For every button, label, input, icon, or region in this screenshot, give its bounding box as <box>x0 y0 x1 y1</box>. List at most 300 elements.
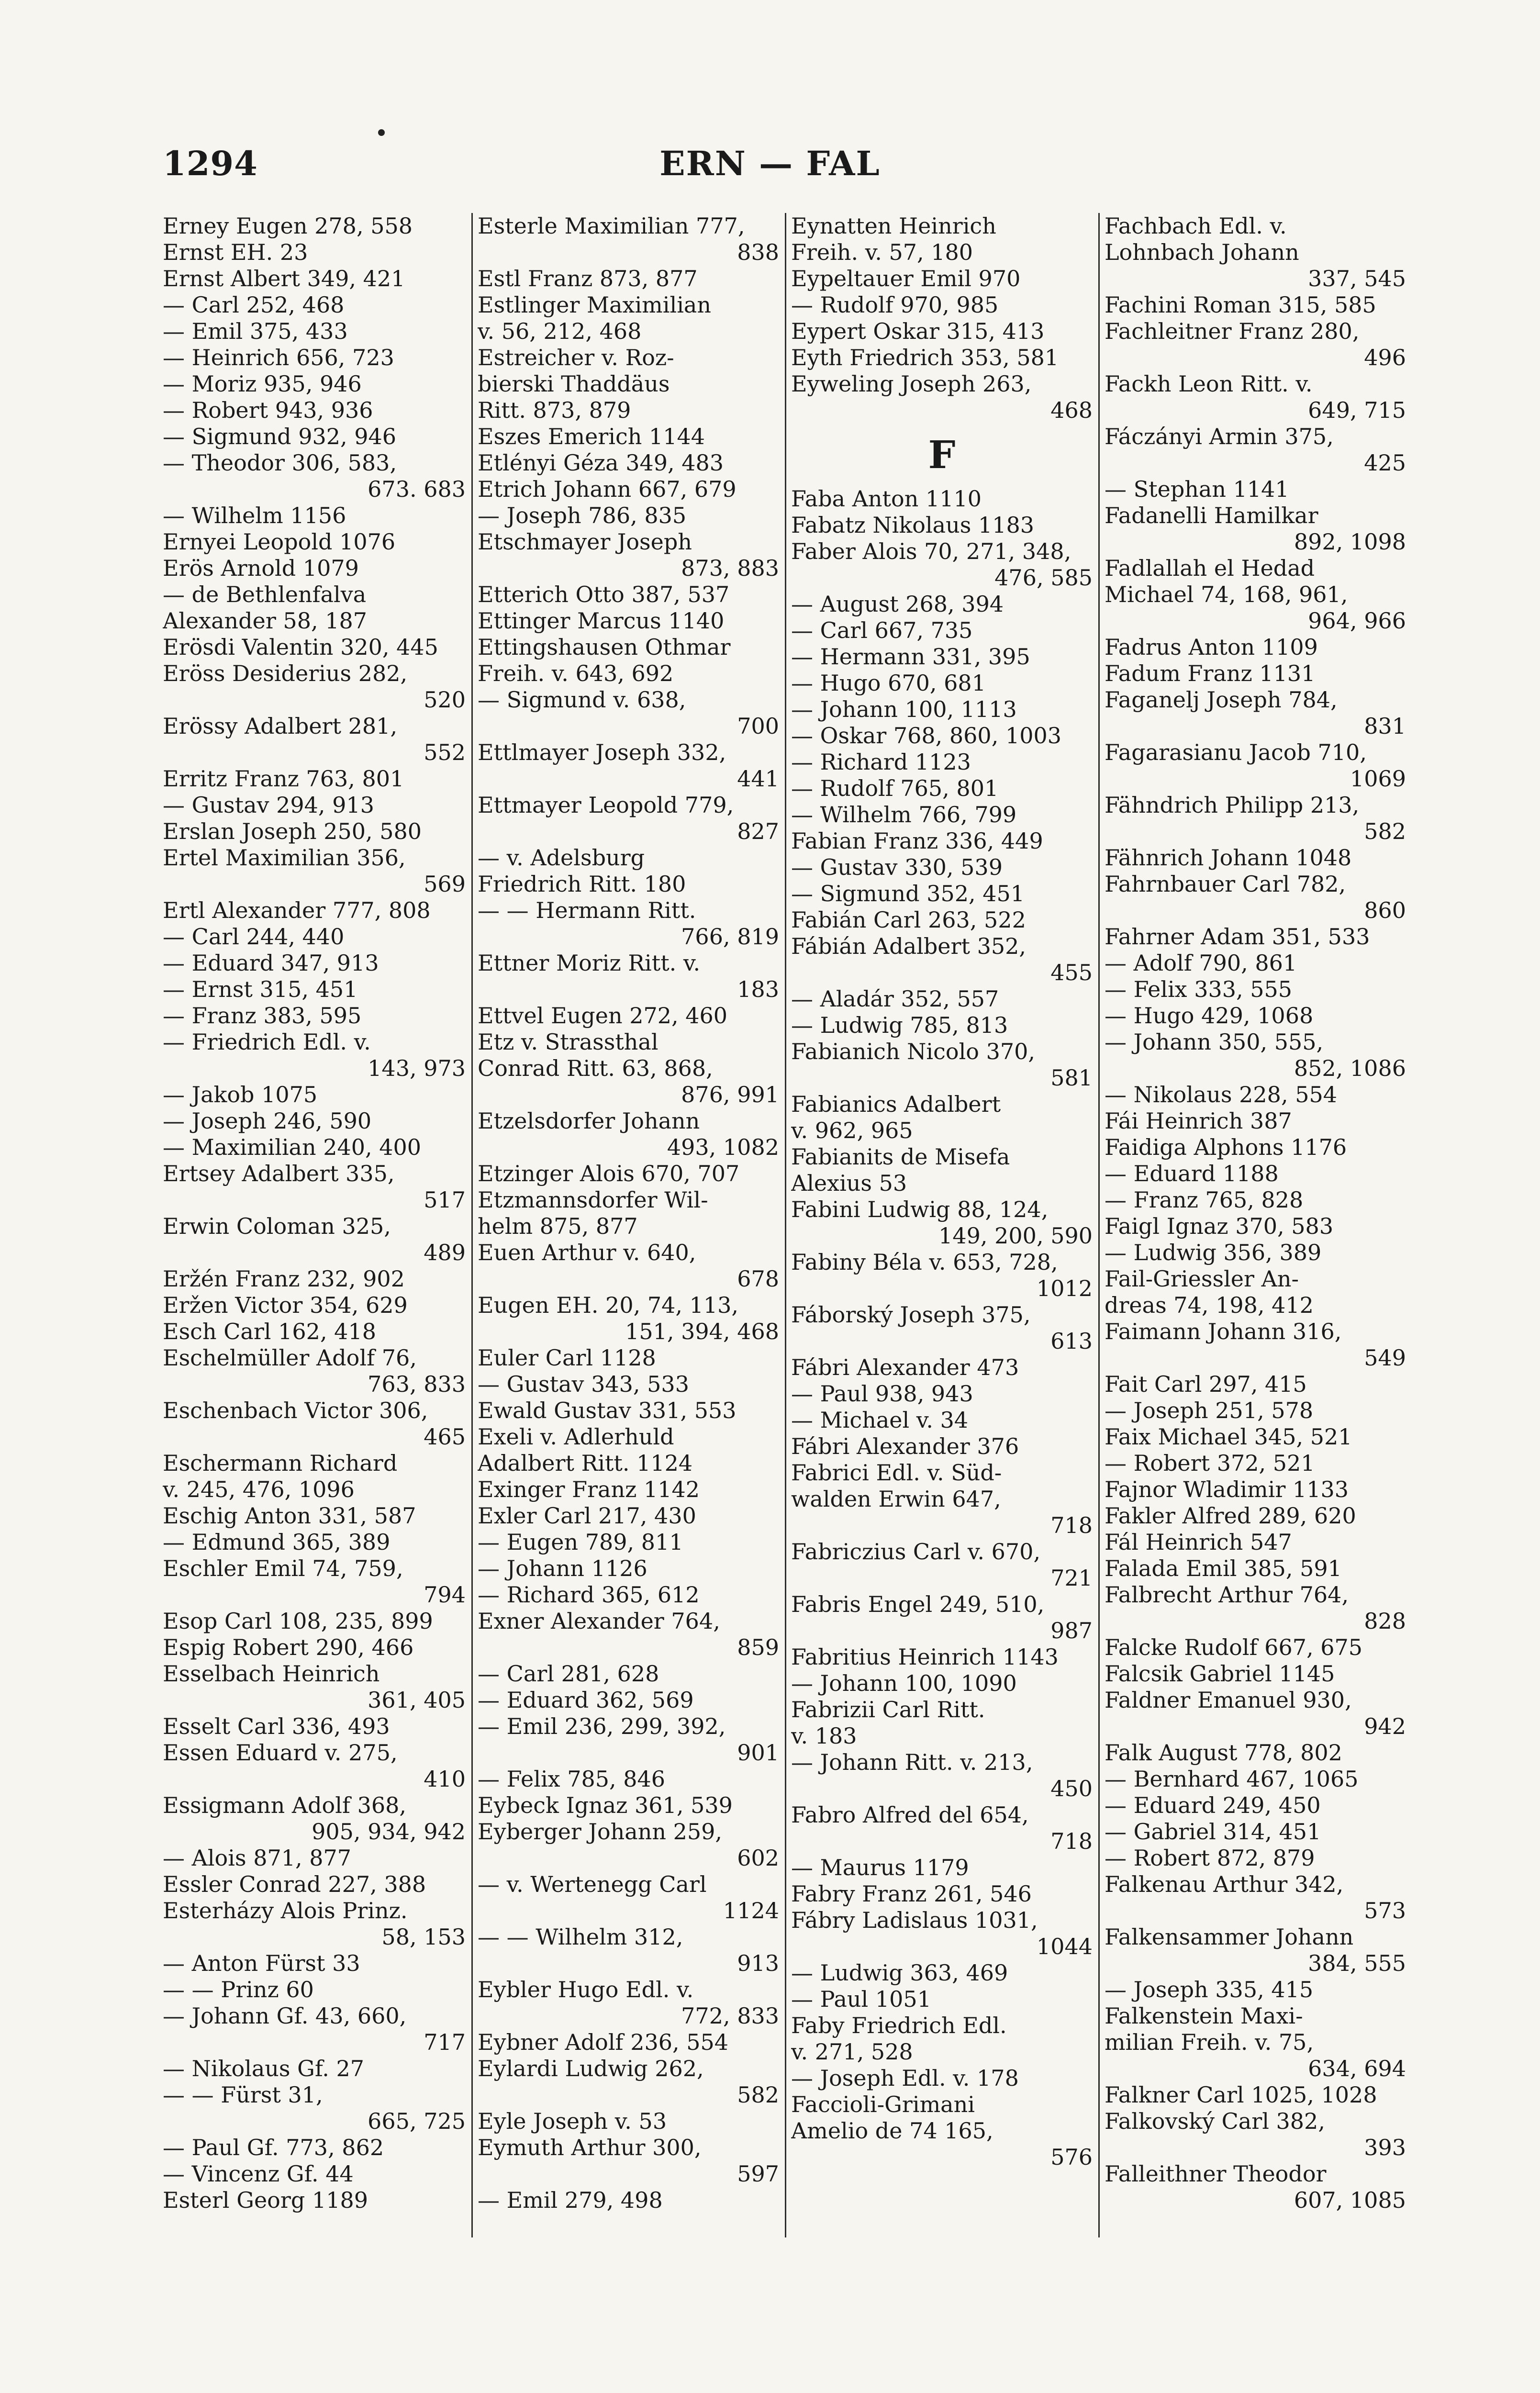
index-entry: Erössy Adalbert 281, <box>163 713 398 739</box>
index-entry: Faix Michael 345, 521 <box>1105 1424 1352 1450</box>
index-entry: Fähndrich Philipp 213, <box>1105 792 1360 818</box>
index-entry: Fabiny Béla v. 653, 728, <box>791 1249 1058 1275</box>
index-entry: Etterich Otto 387, 537 <box>478 581 730 607</box>
index-entry: 852, 1086 <box>1294 1055 1406 1081</box>
index-entry: Esselt Carl 336, 493 <box>163 1713 390 1739</box>
index-entry: 700 <box>737 713 779 739</box>
index-entry: v. 56, 212, 468 <box>478 318 642 344</box>
index-entry: — Gustav 330, 539 <box>791 854 1003 880</box>
index-entry: Faldner Emanuel 930, <box>1105 1687 1352 1713</box>
index-entry: — Ludwig 785, 813 <box>791 1012 1008 1038</box>
index-entry: Fadanelli Hamilkar <box>1105 503 1318 528</box>
index-entry: 489 <box>424 1240 466 1265</box>
index-entry: Eybeck Ignaz 361, 539 <box>478 1792 733 1818</box>
index-entry: Falcsik Gabriel 1145 <box>1105 1661 1335 1687</box>
index-entry: 569 <box>424 871 466 897</box>
index-entry: — Michael v. 34 <box>791 1407 969 1433</box>
index-column-3 <box>785 213 1098 2237</box>
index-entry: Eybler Hugo Edl. v. <box>478 1977 694 2002</box>
index-entry: — Joseph 246, 590 <box>163 1108 372 1134</box>
section-letter: F <box>928 432 956 477</box>
index-entry: — Ludwig 363, 469 <box>791 1960 1008 1986</box>
ink-dot <box>378 129 385 136</box>
index-entry: — Maximilian 240, 400 <box>163 1134 422 1160</box>
index-entry: Adalbert Ritt. 1124 <box>478 1450 693 1476</box>
index-entry: Ettner Moriz Ritt. v. <box>478 950 701 976</box>
index-entry: 892, 1098 <box>1294 529 1406 555</box>
index-entry: — Ernst 315, 451 <box>163 976 358 1002</box>
index-entry: Essen Eduard v. 275, <box>163 1740 398 1766</box>
index-entry: Fachbach Edl. v. <box>1105 213 1287 239</box>
index-entry: Etrich Johann 667, 679 <box>478 476 737 502</box>
index-entry: Fajnor Wladimir 1133 <box>1105 1476 1349 1502</box>
index-entry: 1069 <box>1350 766 1406 792</box>
index-entry: Ettmayer Leopold 779, <box>478 792 734 818</box>
index-entry: — Emil 375, 433 <box>163 318 348 344</box>
index-entry: — Carl 244, 440 <box>163 924 345 950</box>
index-entry: — Paul Gf. 773, 862 <box>163 2135 384 2160</box>
index-entry: 151, 394, 468 <box>625 1319 779 1344</box>
index-entry: — Bernhard 467, 1065 <box>1105 1766 1359 1792</box>
index-entry: Fáczányi Armin 375, <box>1105 424 1334 449</box>
index-entry: Esop Carl 108, 235, 899 <box>163 1608 433 1634</box>
index-entry: — Carl 281, 628 <box>478 1661 659 1687</box>
index-entry: — Johann Ritt. v. 213, <box>791 1749 1033 1775</box>
index-entry: Fabian Franz 336, 449 <box>791 828 1043 854</box>
index-entry: Esterle Maximilian 777, <box>478 213 745 239</box>
index-entry: Fabianics Adalbert <box>791 1091 1001 1117</box>
index-entry: Falkovský Carl 382, <box>1105 2108 1325 2134</box>
index-entry: Etlényi Géza 349, 483 <box>478 450 724 476</box>
index-entry: — Rudolf 970, 985 <box>791 292 999 318</box>
index-entry: — Heinrich 656, 723 <box>163 345 394 370</box>
index-entry: v. 962, 965 <box>791 1118 913 1143</box>
index-entry: — Paul 938, 943 <box>791 1381 973 1407</box>
index-entry: Freih. v. 57, 180 <box>791 239 973 265</box>
index-entry: Fabini Ludwig 88, 124, <box>791 1196 1049 1222</box>
index-entry: 337, 545 <box>1308 266 1406 291</box>
index-entry: — Johann 100, 1090 <box>791 1670 1017 1696</box>
index-entry: Ritt. 873, 879 <box>478 397 631 423</box>
index-entry: — Sigmund 932, 946 <box>163 424 397 449</box>
index-entry: — Johann 1126 <box>478 1555 647 1581</box>
index-entry: Faba Anton 1110 <box>791 486 982 512</box>
index-entry: Estl Franz 873, 877 <box>478 266 698 291</box>
index-entry: 607, 1085 <box>1294 2187 1406 2213</box>
index-entry: Amelio de 74 165, <box>791 2118 993 2144</box>
index-entry: Etschmayer Joseph <box>478 529 692 555</box>
index-entry: Ettlmayer Joseph 332, <box>478 739 726 765</box>
index-entry: Fabry Franz 261, 546 <box>791 1881 1032 1907</box>
index-entry: Esch Carl 162, 418 <box>163 1319 376 1344</box>
index-entry: Eypeltauer Emil 970 <box>791 266 1021 291</box>
index-entry: 143, 973 <box>368 1055 466 1081</box>
index-entry: Alexander 58, 187 <box>163 608 368 634</box>
index-entry: Fáborský Joseph 375, <box>791 1302 1031 1328</box>
index-entry: — Edmund 365, 389 <box>163 1529 391 1555</box>
index-entry: Fabián Carl 263, 522 <box>791 907 1026 933</box>
index-entry: 905, 934, 942 <box>312 1819 466 1845</box>
page-number: 1294 <box>163 144 258 183</box>
index-entry: 678 <box>737 1266 779 1292</box>
index-entry: — Stephan 1141 <box>1105 476 1289 502</box>
index-entry: — Eduard 1188 <box>1105 1161 1279 1186</box>
index-entry: Euler Carl 1128 <box>478 1345 656 1371</box>
index-entry: 649, 715 <box>1308 397 1406 423</box>
index-entry: Fadum Franz 1131 <box>1105 660 1316 686</box>
index-entry: Eschler Emil 74, 759, <box>163 1555 403 1581</box>
index-entry: — Carl 252, 468 <box>163 292 345 318</box>
index-entry: 718 <box>1050 1828 1093 1854</box>
index-entry: Etzelsdorfer Johann <box>478 1108 700 1134</box>
index-entry: — Theodor 306, 583, <box>163 450 397 476</box>
index-entry: 721 <box>1050 1565 1093 1591</box>
index-entry: 465 <box>424 1424 466 1450</box>
index-entry: Ettingshausen Othmar <box>478 634 731 660</box>
index-entry: Etz v. Strassthal <box>478 1029 658 1055</box>
index-entry: — Jakob 1075 <box>163 1082 318 1107</box>
index-entry: 634, 694 <box>1308 2056 1406 2081</box>
index-entry: bierski Thaddäus <box>478 371 670 397</box>
index-entry: Falkenau Arthur 342, <box>1105 1871 1344 1897</box>
index-entry: 763, 833 <box>368 1371 466 1397</box>
index-entry: Falkenstein Maxi- <box>1105 2003 1303 2029</box>
index-entry: Eszes Emerich 1144 <box>478 424 705 449</box>
index-entry: Esterházy Alois Prinz. <box>163 1898 408 1923</box>
index-entry: milian Freih. v. 75, <box>1105 2029 1314 2055</box>
index-entry: Estlinger Maximilian <box>478 292 711 318</box>
index-entry: Ernst EH. 23 <box>163 239 308 265</box>
index-entry: — Robert 943, 936 <box>163 397 373 423</box>
index-entry: Falleithner Theodor <box>1105 2161 1327 2187</box>
index-entry: — Joseph 786, 835 <box>478 503 687 528</box>
index-entry: — Emil 279, 498 <box>478 2187 663 2213</box>
index-entry: — Ludwig 356, 389 <box>1105 1240 1322 1265</box>
index-entry: Eržén Franz 232, 902 <box>163 1266 405 1292</box>
index-entry: 573 <box>1364 1898 1406 1923</box>
index-entry: — Felix 333, 555 <box>1105 976 1293 1002</box>
index-entry: 520 <box>424 687 466 713</box>
index-entry: — Rudolf 765, 801 <box>791 775 999 801</box>
index-entry: Etzmannsdorfer Wil- <box>478 1187 708 1213</box>
index-entry: Exeli v. Adlerhuld <box>478 1424 674 1450</box>
index-entry: Fabianich Nicolo 370, <box>791 1039 1036 1064</box>
index-entry: Michael 74, 168, 961, <box>1105 581 1348 607</box>
index-entry: — Alois 871, 877 <box>163 1845 352 1871</box>
index-entry: 831 <box>1364 713 1406 739</box>
index-entry: — Eduard 347, 913 <box>163 950 379 976</box>
index-entry: Eschenbach Victor 306, <box>163 1398 428 1423</box>
index-entry: — Paul 1051 <box>791 1986 931 2012</box>
index-entry: 964, 966 <box>1308 608 1406 634</box>
index-entry: 410 <box>424 1766 466 1792</box>
index-entry: — de Bethlenfalva <box>163 581 367 607</box>
index-entry: Conrad Ritt. 63, 868, <box>478 1055 713 1081</box>
index-entry: — Emil 236, 299, 392, <box>478 1713 726 1739</box>
index-entry: — Richard 365, 612 <box>478 1582 700 1608</box>
index-entry: — Sigmund 352, 451 <box>791 881 1025 906</box>
index-columns <box>158 213 1412 2237</box>
index-entry: Exler Carl 217, 430 <box>478 1503 696 1529</box>
index-entry: Friedrich Ritt. 180 <box>478 871 686 897</box>
index-column-1 <box>158 213 471 2237</box>
index-entry: Eyth Friedrich 353, 581 <box>791 345 1059 370</box>
index-entry: 361, 405 <box>368 1687 466 1713</box>
index-entry: 441 <box>737 766 779 792</box>
index-entry: 455 <box>1050 960 1093 985</box>
index-entry: 552 <box>424 739 466 765</box>
index-entry: Freih. v. 643, 692 <box>478 660 674 686</box>
index-entry: 673. 683 <box>368 476 466 502</box>
index-entry: 913 <box>737 1950 779 1976</box>
page-title: ERN — FAL <box>659 144 881 183</box>
index-entry: Faigl Ignaz 370, 583 <box>1105 1213 1334 1239</box>
index-entry: 582 <box>1364 818 1406 844</box>
index-entry: Faby Friedrich Edl. <box>791 2013 1007 2038</box>
index-entry: Fackh Leon Ritt. v. <box>1105 371 1313 397</box>
index-entry: — Hugo 670, 681 <box>791 670 986 696</box>
index-entry: — Vincenz Gf. 44 <box>163 2161 354 2187</box>
index-entry: — Hermann 331, 395 <box>791 644 1030 670</box>
index-entry: Fabianits de Misefa <box>791 1144 1010 1170</box>
index-entry: — Robert 372, 521 <box>1105 1450 1315 1476</box>
index-entry: Ewald Gustav 331, 553 <box>478 1398 737 1423</box>
index-entry: Exner Alexander 764, <box>478 1608 720 1634</box>
index-entry: Fabris Engel 249, 510, <box>791 1591 1045 1617</box>
index-entry: Exinger Franz 1142 <box>478 1476 700 1502</box>
index-entry: 393 <box>1364 2135 1406 2160</box>
index-entry: 597 <box>737 2161 779 2187</box>
index-entry: — Aladár 352, 557 <box>791 986 999 1012</box>
index-entry: Eschermann Richard <box>163 1450 398 1476</box>
index-entry: Eynatten Heinrich <box>791 213 996 239</box>
index-entry: helm 875, 877 <box>478 1213 638 1239</box>
index-entry: — Johann Gf. 43, 660, <box>163 2003 407 2029</box>
index-entry: — Wilhelm 1156 <box>163 503 346 528</box>
index-entry: 838 <box>737 239 779 265</box>
index-entry: 425 <box>1364 450 1406 476</box>
index-entry: 476, 585 <box>994 565 1093 591</box>
index-entry: 384, 555 <box>1308 1950 1406 1976</box>
index-entry: Lohnbach Johann <box>1105 239 1299 265</box>
index-entry: 766, 819 <box>681 924 779 950</box>
index-entry: Erwin Coloman 325, <box>163 1213 391 1239</box>
index-entry: Eschig Anton 331, 587 <box>163 1503 416 1529</box>
index-entry: Falkner Carl 1025, 1028 <box>1105 2082 1377 2108</box>
index-entry: Fait Carl 297, 415 <box>1105 1371 1307 1397</box>
index-entry: 149, 200, 590 <box>938 1223 1093 1249</box>
index-entry: v. 271, 528 <box>791 2039 913 2065</box>
index-entry: — Wilhelm 766, 799 <box>791 802 1017 827</box>
index-column-4 <box>1098 213 1412 2237</box>
index-entry: Eugen EH. 20, 74, 113, <box>478 1292 739 1318</box>
index-entry: — Joseph 251, 578 <box>1105 1398 1314 1423</box>
index-entry: Fabritius Heinrich 1143 <box>791 1644 1059 1670</box>
index-entry: 772, 833 <box>681 2003 779 2029</box>
index-entry: — — Prinz 60 <box>163 1977 314 2002</box>
index-entry: — Franz 383, 595 <box>163 1003 362 1029</box>
index-entry: Ertsey Adalbert 335, <box>163 1161 395 1186</box>
index-entry: 549 <box>1364 1345 1406 1371</box>
index-entry: 517 <box>424 1187 466 1213</box>
index-entry: Ettvel Eugen 272, 460 <box>478 1003 728 1029</box>
index-entry: Ertel Maximilian 356, <box>163 845 406 871</box>
index-entry: — Johann 100, 1113 <box>791 696 1017 722</box>
index-entry: — Gabriel 314, 451 <box>1105 1819 1321 1845</box>
index-entry: Falada Emil 385, 591 <box>1105 1555 1342 1581</box>
index-entry: 450 <box>1050 1776 1093 1801</box>
index-entry: Ertl Alexander 777, 808 <box>163 897 431 923</box>
index-entry: — Eduard 362, 569 <box>478 1687 694 1713</box>
index-entry: — Eduard 249, 450 <box>1105 1792 1321 1818</box>
index-entry: 1044 <box>1036 1934 1093 1959</box>
index-entry: 613 <box>1050 1328 1093 1354</box>
index-entry: Ernst Albert 349, 421 <box>163 266 405 291</box>
index-entry: Faimann Johann 316, <box>1105 1319 1342 1344</box>
index-entry: — — Hermann Ritt. <box>478 897 696 923</box>
index-entry: — Franz 765, 828 <box>1105 1187 1304 1213</box>
index-entry: — — Fürst 31, <box>163 2082 323 2108</box>
index-entry: Faccioli-Grimani <box>791 2091 975 2117</box>
index-entry: Eschelmüller Adolf 76, <box>163 1345 417 1371</box>
index-entry: 183 <box>737 976 779 1002</box>
index-entry: 493, 1082 <box>667 1134 779 1160</box>
index-entry: 873, 883 <box>681 555 779 581</box>
index-entry: Erritz Franz 763, 801 <box>163 766 404 792</box>
index-entry: — — Wilhelm 312, <box>478 1924 683 1950</box>
index-entry: — Hugo 429, 1068 <box>1105 1003 1314 1029</box>
index-entry: Eylardi Ludwig 262, <box>478 2056 704 2081</box>
index-entry: v. 245, 476, 1096 <box>163 1476 355 1502</box>
index-entry: Fagarasianu Jacob 710, <box>1105 739 1367 765</box>
index-entry: — Carl 667, 735 <box>791 617 973 643</box>
index-entry: Fál Heinrich 547 <box>1105 1529 1292 1555</box>
index-entry: — Johann 350, 555, <box>1105 1029 1324 1055</box>
index-entry: 827 <box>737 818 779 844</box>
index-entry: Espig Robert 290, 466 <box>163 1634 414 1660</box>
index-entry: 582 <box>737 2082 779 2108</box>
index-entry: Eržen Victor 354, 629 <box>163 1292 408 1318</box>
index-entry: Erslan Joseph 250, 580 <box>163 818 422 844</box>
index-entry: walden Erwin 647, <box>791 1486 1001 1512</box>
index-entry: — Anton Fürst 33 <box>163 1950 360 1976</box>
index-entry: Fabriczius Carl v. 670, <box>791 1539 1041 1565</box>
index-entry: Fábry Ladislaus 1031, <box>791 1907 1038 1933</box>
index-entry: Fakler Alfred 289, 620 <box>1105 1503 1356 1529</box>
index-entry: Falcke Rudolf 667, 675 <box>1105 1634 1363 1660</box>
index-entry: 581 <box>1050 1065 1093 1091</box>
index-entry: Fái Heinrich 387 <box>1105 1108 1292 1134</box>
index-entry: — Oskar 768, 860, 1003 <box>791 723 1062 749</box>
index-entry: dreas 74, 198, 412 <box>1105 1292 1314 1318</box>
index-entry: Eyberger Johann 259, <box>478 1819 722 1845</box>
index-entry: Erney Eugen 278, 558 <box>163 213 413 239</box>
index-entry: Fadrus Anton 1109 <box>1105 634 1318 660</box>
index-entry: 468 <box>1050 397 1093 423</box>
index-entry: Eybner Adolf 236, 554 <box>478 2029 729 2055</box>
index-entry: Fabatz Nikolaus 1183 <box>791 512 1035 538</box>
index-entry: 717 <box>424 2029 466 2055</box>
index-entry: Fabro Alfred del 654, <box>791 1802 1029 1828</box>
index-entry: — Nikolaus Gf. 27 <box>163 2056 365 2081</box>
index-entry: — Robert 872, 879 <box>1105 1845 1315 1871</box>
index-entry: Fähnrich Johann 1048 <box>1105 845 1352 871</box>
index-entry: 860 <box>1364 897 1406 923</box>
index-entry: Ettinger Marcus 1140 <box>478 608 725 634</box>
index-entry: 602 <box>737 1845 779 1871</box>
index-entry: — Nikolaus 228, 554 <box>1105 1082 1337 1107</box>
index-entry: — Adolf 790, 861 <box>1105 950 1297 976</box>
index-entry: — Felix 785, 846 <box>478 1766 666 1792</box>
index-entry: Esselbach Heinrich <box>163 1661 380 1687</box>
index-entry: 794 <box>424 1582 466 1608</box>
index-entry: Faber Alois 70, 271, 348, <box>791 538 1071 564</box>
index-entry: Fadlallah el Hedad <box>1105 555 1315 581</box>
index-entry: — v. Wertenegg Carl <box>478 1871 707 1897</box>
index-entry: 58, 153 <box>381 1924 466 1950</box>
index-entry: Eymuth Arthur 300, <box>478 2135 702 2160</box>
index-entry: — Joseph 335, 415 <box>1105 1977 1314 2002</box>
index-entry: Fabrici Edl. v. Süd- <box>791 1460 1002 1486</box>
index-entry: Eyweling Joseph 263, <box>791 371 1032 397</box>
index-entry: Estreicher v. Roz- <box>478 345 674 370</box>
index-entry: 901 <box>737 1740 779 1766</box>
index-entry: 859 <box>737 1634 779 1660</box>
index-entry: Falk August 778, 802 <box>1105 1740 1342 1766</box>
index-entry: Fábri Alexander 376 <box>791 1433 1019 1459</box>
index-entry: Falbrecht Arthur 764, <box>1105 1582 1349 1608</box>
index-entry: Fábián Adalbert 352, <box>791 933 1027 959</box>
index-entry: — Richard 1123 <box>791 749 971 775</box>
index-entry: Fahrner Adam 351, 533 <box>1105 924 1370 950</box>
index-column-2 <box>471 213 785 2237</box>
index-entry: — Sigmund v. 638, <box>478 687 686 713</box>
index-entry: Fabrizii Carl Ritt. <box>791 1697 985 1722</box>
index-entry: 876, 991 <box>681 1082 779 1107</box>
index-entry: — August 268, 394 <box>791 591 1004 617</box>
index-entry: — Eugen 789, 811 <box>478 1529 683 1555</box>
index-entry: 1012 <box>1036 1275 1093 1301</box>
index-entry: 942 <box>1364 1713 1406 1739</box>
index-entry: Fail-Griessler An- <box>1105 1266 1299 1292</box>
index-entry: 987 <box>1050 1618 1093 1644</box>
index-entry: 828 <box>1364 1608 1406 1634</box>
index-entry: Esterl Georg 1189 <box>163 2187 368 2213</box>
index-entry: Erös Arnold 1079 <box>163 555 359 581</box>
index-entry: Fachini Roman 315, 585 <box>1105 292 1376 318</box>
index-entry: 718 <box>1050 1512 1093 1538</box>
index-entry: — Moriz 935, 946 <box>163 371 362 397</box>
index-entry: Faidiga Alphons 1176 <box>1105 1134 1347 1160</box>
index-entry: v. 183 <box>791 1723 857 1749</box>
index-entry: Erösdi Valentin 320, 445 <box>163 634 438 660</box>
index-entry: Essigmann Adolf 368, <box>163 1792 407 1818</box>
index-entry: — Maurus 1179 <box>791 1855 969 1880</box>
index-entry: — Joseph Edl. v. 178 <box>791 2065 1019 2091</box>
index-entry: 1124 <box>723 1898 779 1923</box>
index-entry: Fábri Alexander 473 <box>791 1354 1019 1380</box>
index-entry: Fahrnbauer Carl 782, <box>1105 871 1346 897</box>
index-entry: 576 <box>1050 2144 1093 2170</box>
index-entry: Essler Conrad 227, 388 <box>163 1871 426 1897</box>
index-entry: Faganelj Joseph 784, <box>1105 687 1338 713</box>
index-entry: — Gustav 343, 533 <box>478 1371 689 1397</box>
index-entry: Alexius 53 <box>791 1170 907 1196</box>
index-entry: Falkensammer Johann <box>1105 1924 1354 1950</box>
index-entry: Euen Arthur v. 640, <box>478 1240 696 1265</box>
index-entry: — Friedrich Edl. v. <box>163 1029 371 1055</box>
index-entry: Eyle Joseph v. 53 <box>478 2108 667 2134</box>
